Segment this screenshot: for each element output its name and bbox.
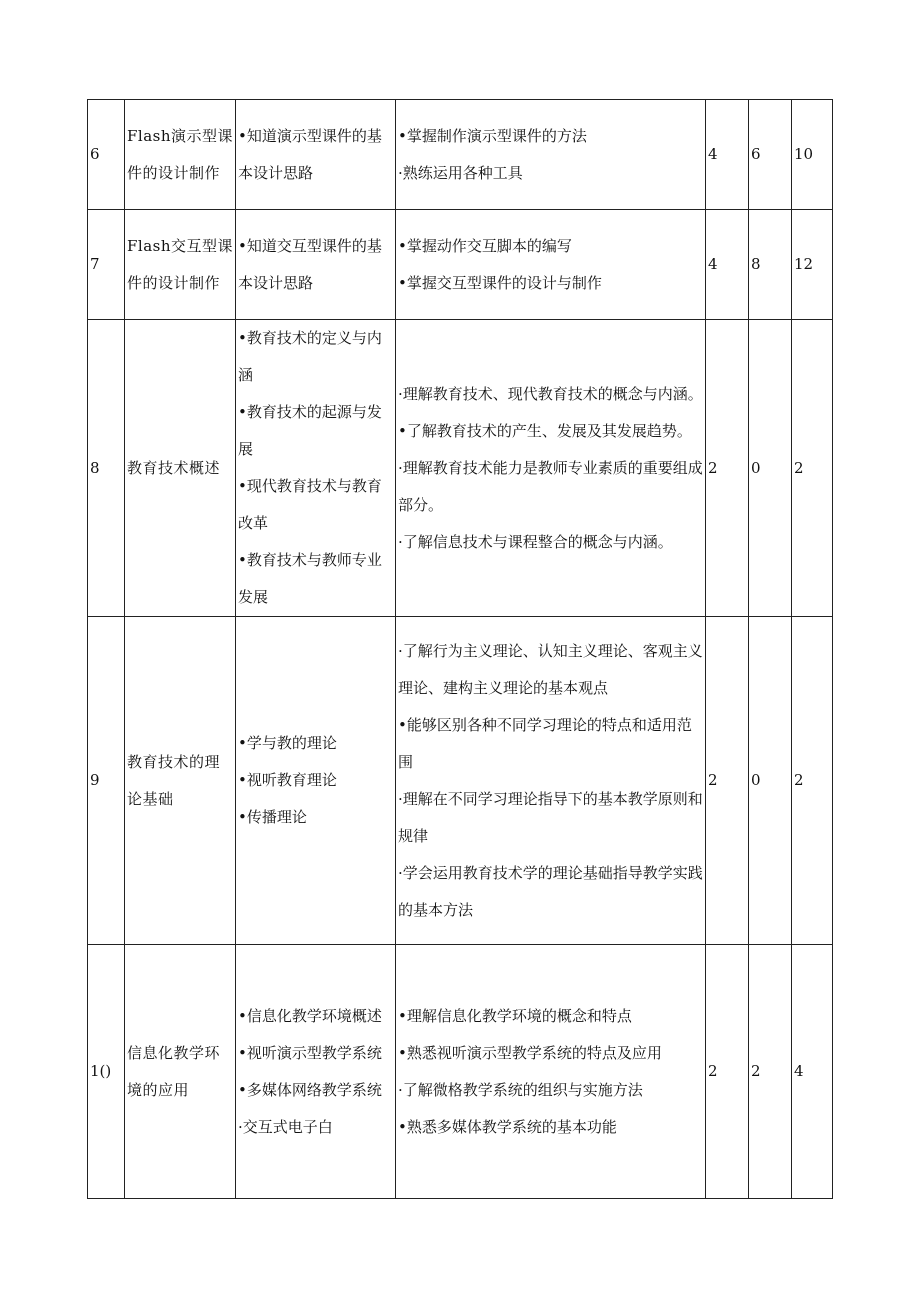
topic-requirements: •理解信息化教学环境的概念和特点 •熟悉视听演示型教学系统的特点及应用 ·了解微格教学系统的组织与实施方法 •熟悉多媒体教学系统的基本功能 — [396, 945, 706, 1199]
practice-hours: 8 — [749, 210, 792, 320]
practice-hours: 0 — [749, 320, 792, 617]
topic-content: •教育技术的定义与内涵 •教育技术的起源与发展 •现代教育技术与教育改革 •教育技术与教师专业发展 — [236, 320, 396, 617]
total-hours: 10 — [792, 100, 833, 210]
topic-title: 教育技术的理论基础 — [125, 617, 236, 945]
lecture-hours: 2 — [706, 617, 749, 945]
row-number: 9 — [88, 617, 125, 945]
topic-title: 信息化教学环境的应用 — [125, 945, 236, 1199]
topic-title: Flash演示型课件的设计制作 — [125, 100, 236, 210]
topic-content: •学与教的理论 •视听教育理论 •传播理论 — [236, 617, 396, 945]
topic-content: •知道交互型课件的基本设计思路 — [236, 210, 396, 320]
practice-hours: 0 — [749, 617, 792, 945]
practice-hours: 2 — [749, 945, 792, 1199]
topic-requirements: •掌握动作交互脚本的编写 •掌握交互型课件的设计与制作 — [396, 210, 706, 320]
lecture-hours: 4 — [706, 100, 749, 210]
lecture-hours: 2 — [706, 945, 749, 1199]
practice-hours: 6 — [749, 100, 792, 210]
table-row — [88, 100, 833, 210]
total-hours: 2 — [792, 320, 833, 617]
lecture-hours: 4 — [706, 210, 749, 320]
row-number: 8 — [88, 320, 125, 617]
total-hours: 12 — [792, 210, 833, 320]
total-hours: 2 — [792, 617, 833, 945]
table-row — [88, 617, 833, 945]
row-number: 7 — [88, 210, 125, 320]
lecture-hours: 2 — [706, 320, 749, 617]
row-number: 6 — [88, 100, 125, 210]
topic-requirements: ·理解教育技术、现代教育技术的概念与内涵。 •了解教育技术的产生、发展及其发展趋势。 ·理解教育技术能力是教师专业素质的重要组成部分。 ·了解信息技术与课程整合的概念与内涵。 — [396, 320, 706, 617]
table-row — [88, 320, 833, 617]
topic-title: Flash交互型课件的设计制作 — [125, 210, 236, 320]
topic-content: •信息化教学环境概述 •视听演示型教学系统 •多媒体网络教学系统 ·交互式电子白 — [236, 945, 396, 1199]
topic-requirements: •掌握制作演示型课件的方法 ·熟练运用各种工具 — [396, 100, 706, 210]
topic-content: •知道演示型课件的基本设计思路 — [236, 100, 396, 210]
course-schedule-table — [87, 99, 833, 1199]
topic-title: 教育技术概述 — [125, 320, 236, 617]
table-row — [88, 945, 833, 1199]
row-number: 1() — [88, 945, 125, 1199]
topic-requirements: ·了解行为主义理论、认知主义理论、客观主义理论、建构主义理论的基本观点 •能够区别各种不同学习理论的特点和适用范围 ·理解在不同学习理论指导下的基本教学原则和规律 ·学会运用教育技术学的理论基础指导教学实践的基本方法 — [396, 617, 706, 945]
total-hours: 4 — [792, 945, 833, 1199]
table-row — [88, 210, 833, 320]
